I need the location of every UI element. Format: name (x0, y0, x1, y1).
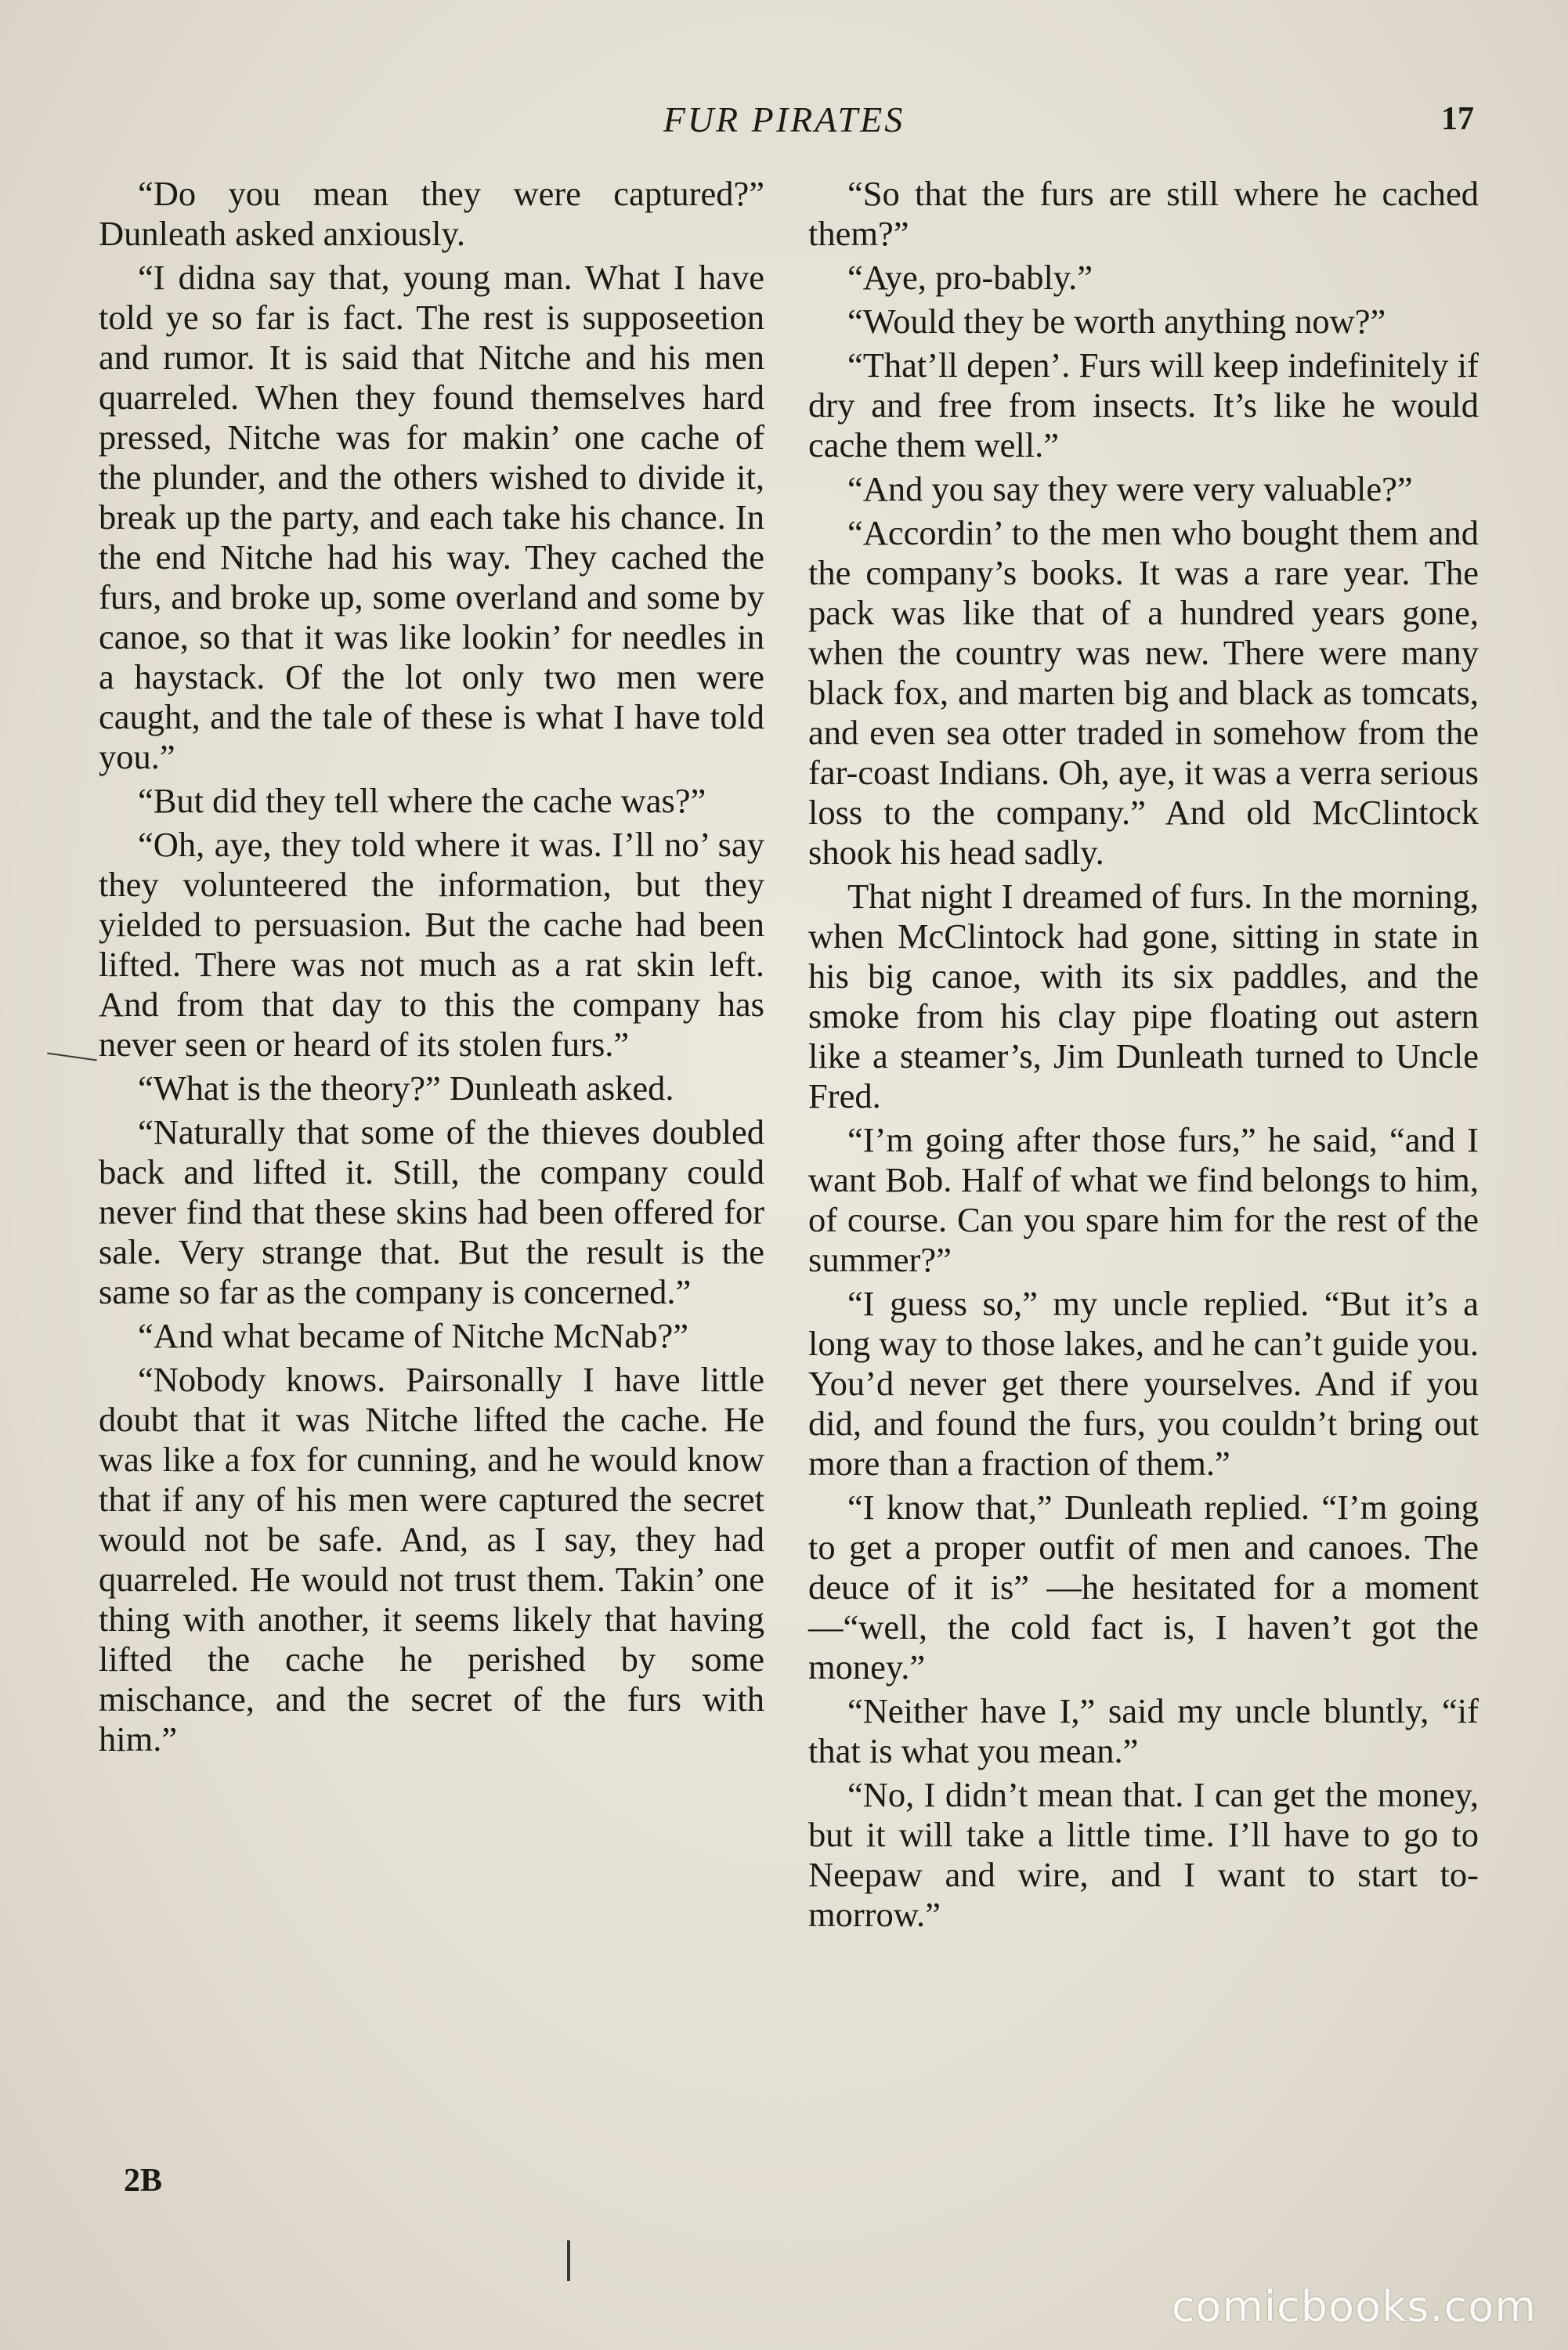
paragraph: “I know that,” Dunleath replied. “I’m going to get a proper outfit of men and canoes. The deuce of it is” —he hesitated for a moment—“well, the cold fact is, I haven’t got the money.” (808, 1488, 1479, 1687)
paragraph: “Aye, pro-bably.” (847, 258, 1093, 297)
running-title: FUR PIRATES (663, 99, 905, 139)
watermark: comicbooks.com (1171, 2282, 1537, 2331)
paragraph: “Naturally that some of the thieves doubled back and lifted it. Still, the company could never find that these skins had been offered for sale. Very strange that. But the result is the same so far as the company is concerned.” (99, 1112, 764, 1311)
paragraph: “But did they tell where the cache was?” (138, 781, 706, 820)
paper-blemish (567, 2240, 570, 2281)
left-column (99, 174, 764, 1763)
paragraph: “Would they be worth anything now?” (847, 302, 1386, 341)
paragraph: “No, I didn’t mean that. I can get the money, but it will take a little time. I’ll have to go to Neepaw and wire, and I want to start to-morrow.” (808, 1775, 1479, 1934)
paragraph: “And what became of Nitche McNab?” (138, 1316, 689, 1355)
paragraph: “So that the furs are still where he cached them?” (808, 174, 1479, 253)
signature-mark: 2B (124, 2163, 163, 2199)
paragraph: “And you say they were very valuable?” (847, 469, 1413, 508)
paragraph: “I’m going after those furs,” he said, “and I want Bob. Half of what we find belongs to him, of course. Can you spare him for the rest of the summer?” (808, 1120, 1479, 1279)
paragraph: “Nobody knows. Pairsonally I have little doubt that it was Nitche lifted the cache. He was like a fox for cunning, and he would know that if any of his men were captured the secret would not be safe. And, as I say, they had quarreled. He would not trust them. Takin’ one thing with another, it seems likely that having lifted the cache he perished by some mischance, and the secret of the furs with him.” (99, 1360, 764, 1759)
page-number: 17 (1441, 101, 1474, 137)
paragraph: “I guess so,” my uncle replied. “But it’s a long way to those lakes, and he can’t guide you. You’d never get there yourselves. And if you did, and found the furs, you couldn’t bring out more than a fraction of them.” (808, 1284, 1479, 1483)
paragraph: “Do you mean they were captured?” Dunleath asked anxiously. (99, 174, 764, 253)
paragraph: “Accordin’ to the men who bought them and the company’s books. It was a rare year. The pack was like that of a hundred years gone, when the country was new. There were many black fox, and marten big and black as tomcats, and even sea otter traded in somehow from the far-coast Indians. Oh, aye, it was a verra serious loss to the company.” And old McClintock shook his head sadly. (808, 513, 1479, 872)
paragraph: “That’ll depen’. Furs will keep indefinitely if dry and free from insects. It’s like he would cache them well.” (808, 345, 1479, 465)
paragraph: “Neither have I,” said my uncle bluntly, “if that is what you mean.” (808, 1691, 1479, 1770)
paragraph: “What is the theory?” Dunleath asked. (138, 1068, 674, 1108)
paragraph: “I didna say that, young man. What I have told ye so far is fact. The rest is supposeetion and rumor. It is said that Nitche and his men quarreled. When they found themselves hard pressed, Nitche was for makin’ one cache of the plunder, and the others wished to divide it, break up the party, and each take his chance. In the end Nitche had his way. They cached the furs, and broke up, some overland and some by canoe, so that it was like lookin’ for needles in a haystack. Of the lot only two men were caught, and the tale of these is what I have told you.” (99, 258, 764, 776)
paragraph: That night I dreamed of furs. In the morning, when McClintock had gone, sitting in state in his big canoe, with its six paddles, and the smoke from his clay pipe floating out astern like a steamer’s, Jim Dunleath turned to Uncle Fred. (808, 877, 1479, 1115)
running-head (0, 92, 1568, 147)
paragraph: “Oh, aye, they told where it was. I’ll no’ say they volunteered the information, but they yielded to persuasion. But the cache had been lifted. There was not much as a rat skin left. And from that day to this the company has never seen or heard of its stolen furs.” (99, 825, 764, 1064)
right-column (808, 174, 1479, 1939)
paper-blemish (47, 1053, 97, 1061)
